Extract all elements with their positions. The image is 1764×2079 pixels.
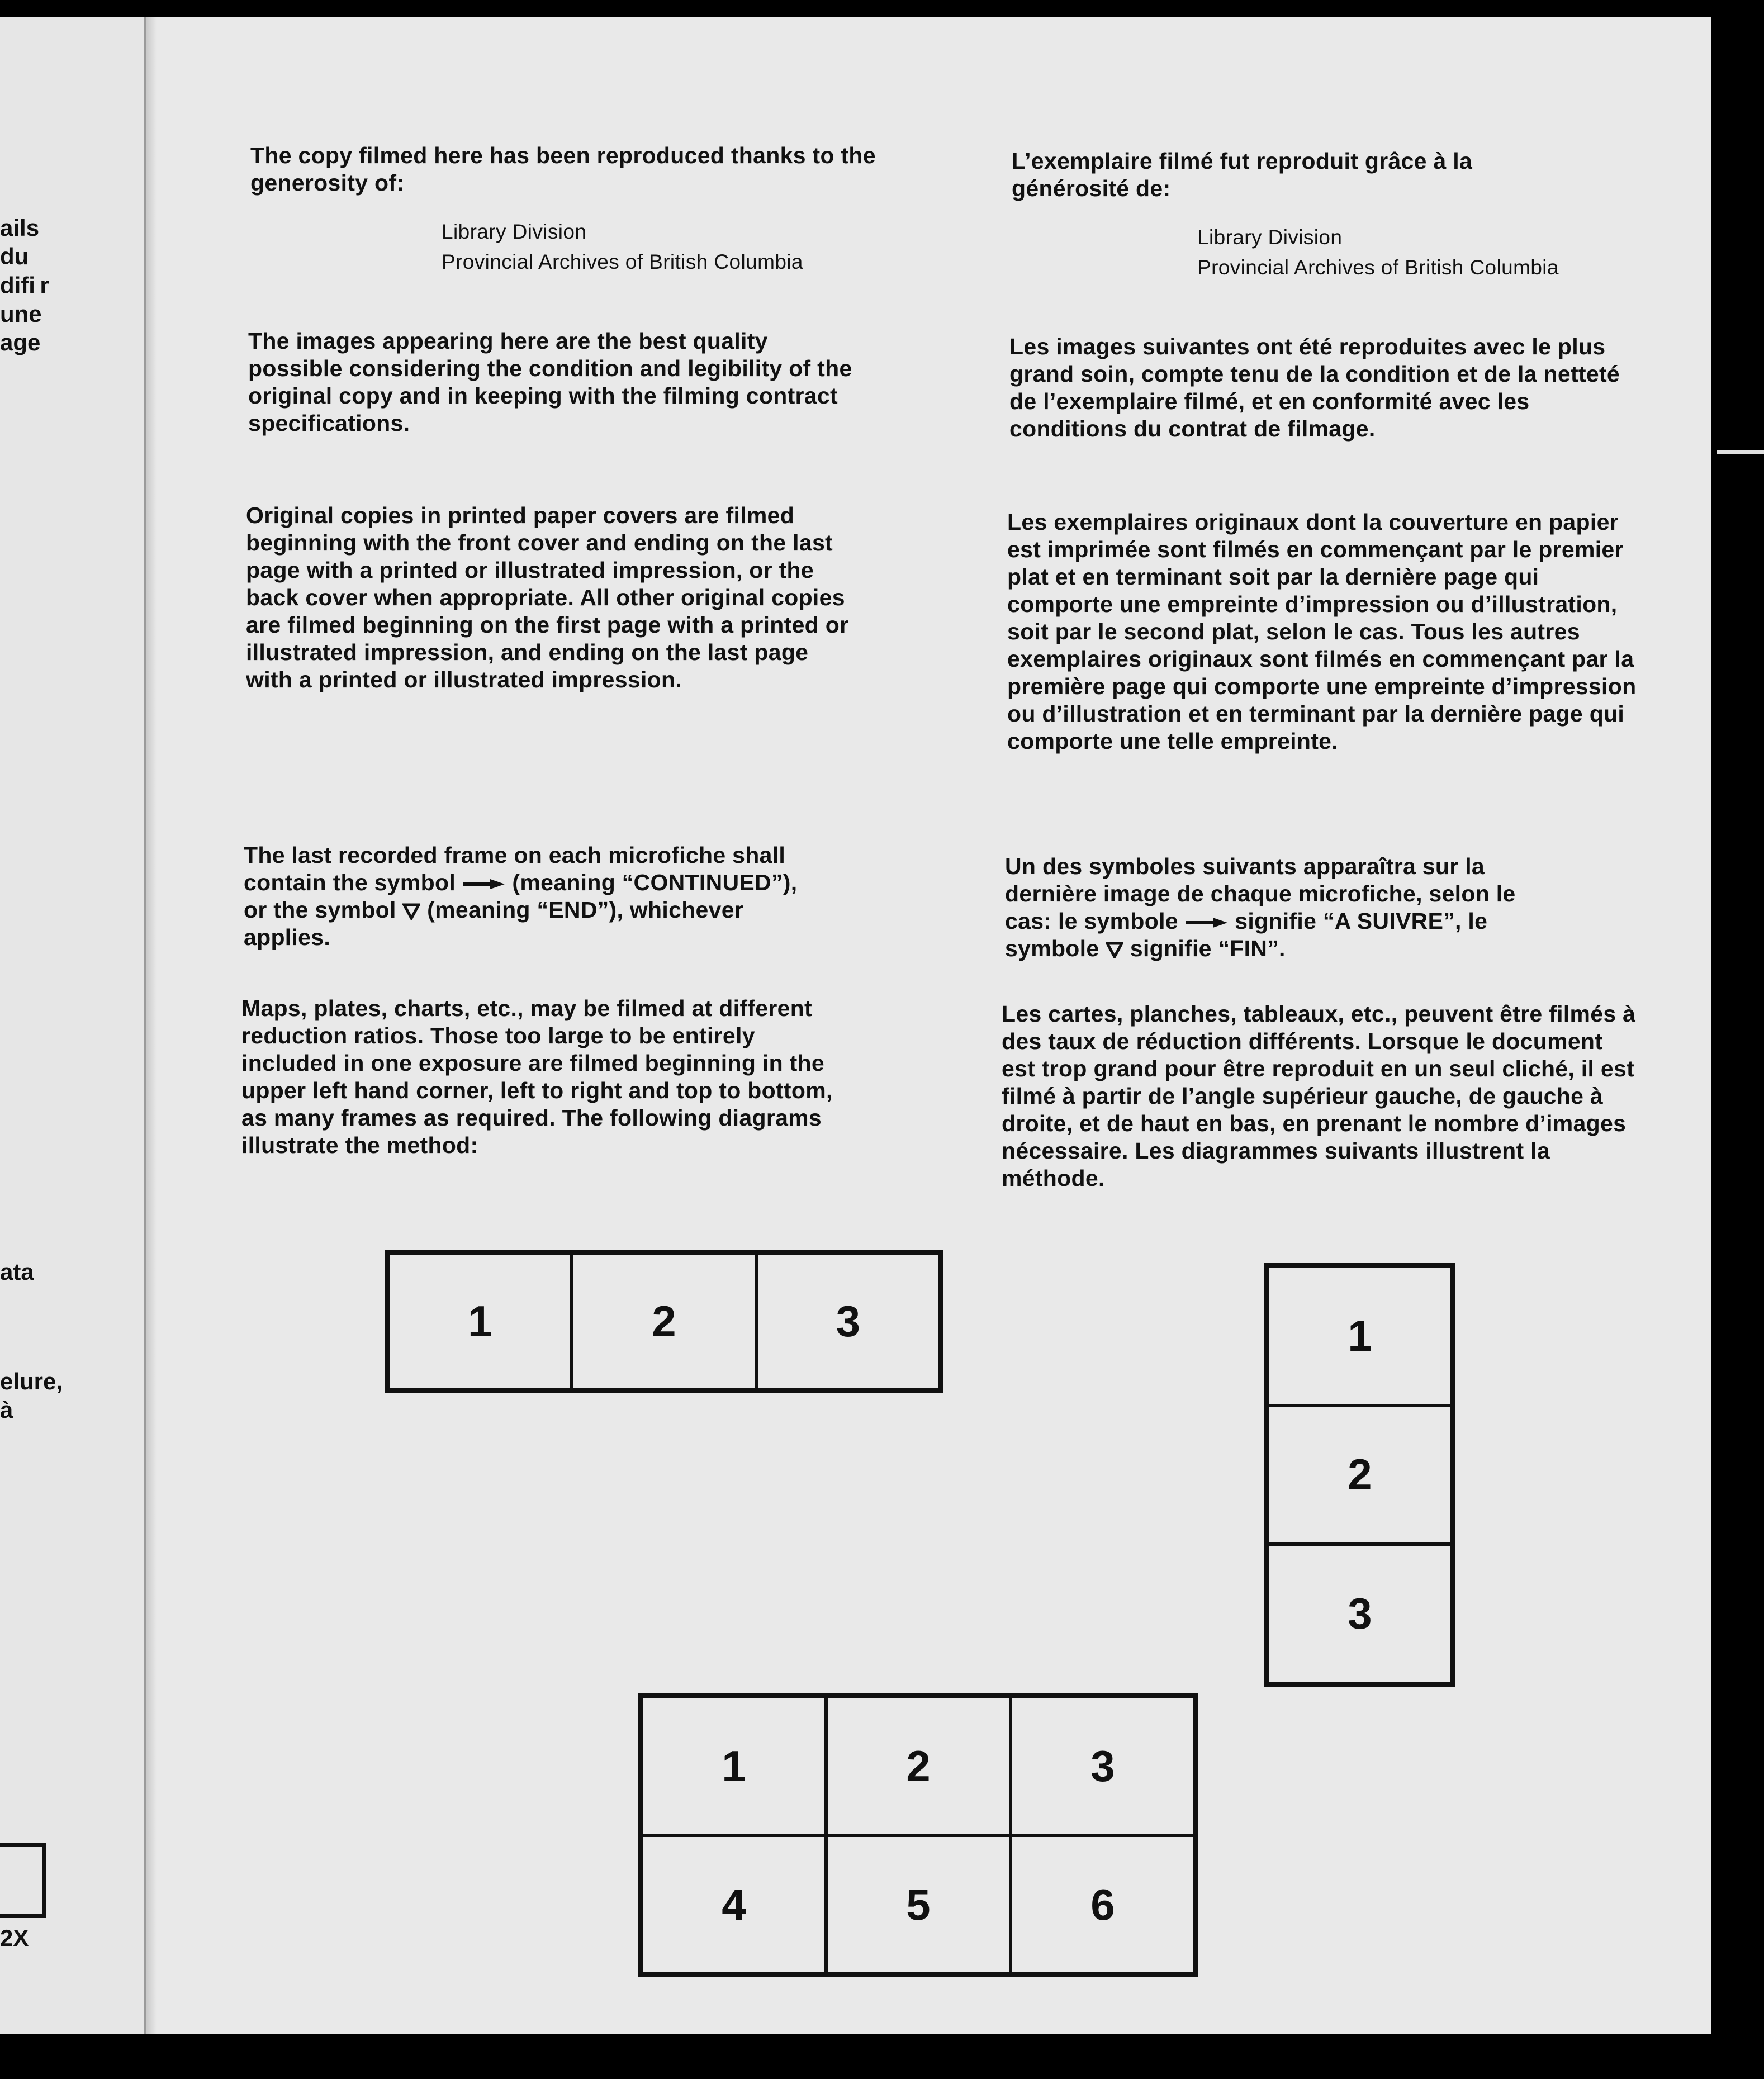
english-symbol-text2: (meaning “CONTINUED”), or the symbol <box>244 870 798 923</box>
english-symbol-text1: The last recorded frame on each microfiche shall contain the symbol <box>244 842 786 895</box>
french-maps-paragraph: Les cartes, planches, tableaux, etc., peuvent être filmés à des taux de réduction différents. Lorsque le document est trop grand pour être reproduit en un seul cliché, il est filmé à partir de l’angle supérieur gauche, de gauche à droite, et de haut en bas, en prenant le nombre d’images nécessaire. Les diagrammes suivants illustrent la méthode. <box>1002 1001 1636 1191</box>
diagram-cell: 3 <box>1268 1544 1452 1683</box>
french-credit <box>1197 222 1656 283</box>
diagram-grid <box>638 1693 1198 1977</box>
arrow-icon <box>462 879 506 890</box>
prev-fragment: difi r <box>0 272 49 298</box>
right-edge-mark <box>1717 450 1764 454</box>
right-border <box>1711 17 1764 2034</box>
english-maps-paragraph: Maps, plates, charts, etc., may be filmed at different reduction ratios. Those too large to be entirely included in one exposure are filmed beginning in the upper left hand corner, left to right and top to bottom, as many frames as required. The following diagrams illustrate the method: <box>241 995 833 1158</box>
diagram-cell: 3 <box>1011 1697 1195 1835</box>
previous-page-edge <box>0 17 148 2034</box>
diagram-cell: 3 <box>756 1253 940 1389</box>
diagram-horizontal <box>385 1250 943 1393</box>
french-symbol-paragraph <box>1005 853 1564 962</box>
french-credit-line1: Library Division <box>1197 226 1343 249</box>
english-quality-paragraph: The images appearing here are the best quality possible considering the condition and legibility of the original copy and in keeping with the filming contract specifications. <box>248 328 852 436</box>
english-symbol-text3: (meaning “END”), whichever applies. <box>244 897 744 950</box>
diagram-cell: 2 <box>1268 1406 1452 1545</box>
diagram-vertical <box>1264 1263 1455 1687</box>
arrow-icon <box>1185 917 1229 928</box>
resolution-target-box <box>0 1843 46 1918</box>
french-quality-paragraph: Les images suivantes ont été reproduites avec le plus grand soin, compte tenu de la condition et de la netteté de l’exemplaire filmé, et en conformité avec les conditions du contrat de filmage. <box>1009 334 1620 442</box>
prev-fragment: age <box>0 329 41 355</box>
prev-fragment: ata <box>0 1259 34 1285</box>
english-intro: The copy filmed here has been reproduced thanks to the generosity of: <box>250 143 876 196</box>
diagram-cell: 2 <box>826 1697 1011 1835</box>
triangle-down-icon <box>1106 942 1123 958</box>
diagram-cell: 5 <box>826 1835 1011 1974</box>
prev-fragment: elure, <box>0 1368 63 1394</box>
triangle-down-icon <box>402 903 420 920</box>
prev-fragment: une <box>0 301 42 327</box>
diagram-cell: 4 <box>642 1835 826 1974</box>
english-symbol-paragraph <box>244 842 819 951</box>
prev-fragment: à <box>0 1397 13 1423</box>
diagram-cell: 2 <box>572 1253 756 1389</box>
english-credit-line1: Library Division <box>442 220 587 243</box>
french-symbol-text1: Un des symboles suivants apparaîtra sur la dernière image de chaque microfiche, selon le cas: le symbole <box>1005 853 1516 934</box>
page-fold-shadow <box>146 17 157 2034</box>
french-intro: L’exemplaire filmé fut reproduit grâce à la générosité de: <box>1012 148 1473 201</box>
diagram-cell: 1 <box>642 1697 826 1835</box>
diagram-cell: 6 <box>1011 1835 1195 1974</box>
prev-fragment: du <box>0 243 29 269</box>
english-credit-line2: Provincial Archives of British Columbia <box>442 250 803 273</box>
main-page <box>146 17 1711 2034</box>
french-symbol-text2: signifie “A SUIVRE”, le symbole <box>1005 908 1488 961</box>
diagram-cell: 1 <box>1268 1266 1452 1406</box>
prev-corner-label: 2X <box>0 1925 29 1951</box>
english-originals-paragraph: Original copies in printed paper covers are filmed beginning with the front cover and ending on the last page with a printed or illustrated impression, or the back cover when appropriate. All other original copies are filmed beginning on the first page with a printed or illustrated impression, and ending on the last page with a printed or illustrated impression. <box>246 502 849 692</box>
french-credit-line2: Provincial Archives of British Columbia <box>1197 256 1559 279</box>
english-credit <box>442 217 900 277</box>
french-originals-paragraph: Les exemplaires originaux dont la couverture en papier est imprimée sont filmés en commençant par le premier plat et en terminant soit par la dernière page qui comporte une empreinte d’impression ou d’illustration, soit par le second plat, selon le cas. Tous les autres exemplaires originaux sont filmés en commençant par la première page qui comporte une empreinte d’impression ou d’illustration et en terminant par la dernière page qui comporte une telle empreinte. <box>1007 509 1637 754</box>
diagram-cell: 1 <box>388 1253 572 1389</box>
french-symbol-text3: signifie “FIN”. <box>1130 936 1286 961</box>
prev-fragment: ails <box>0 215 40 241</box>
